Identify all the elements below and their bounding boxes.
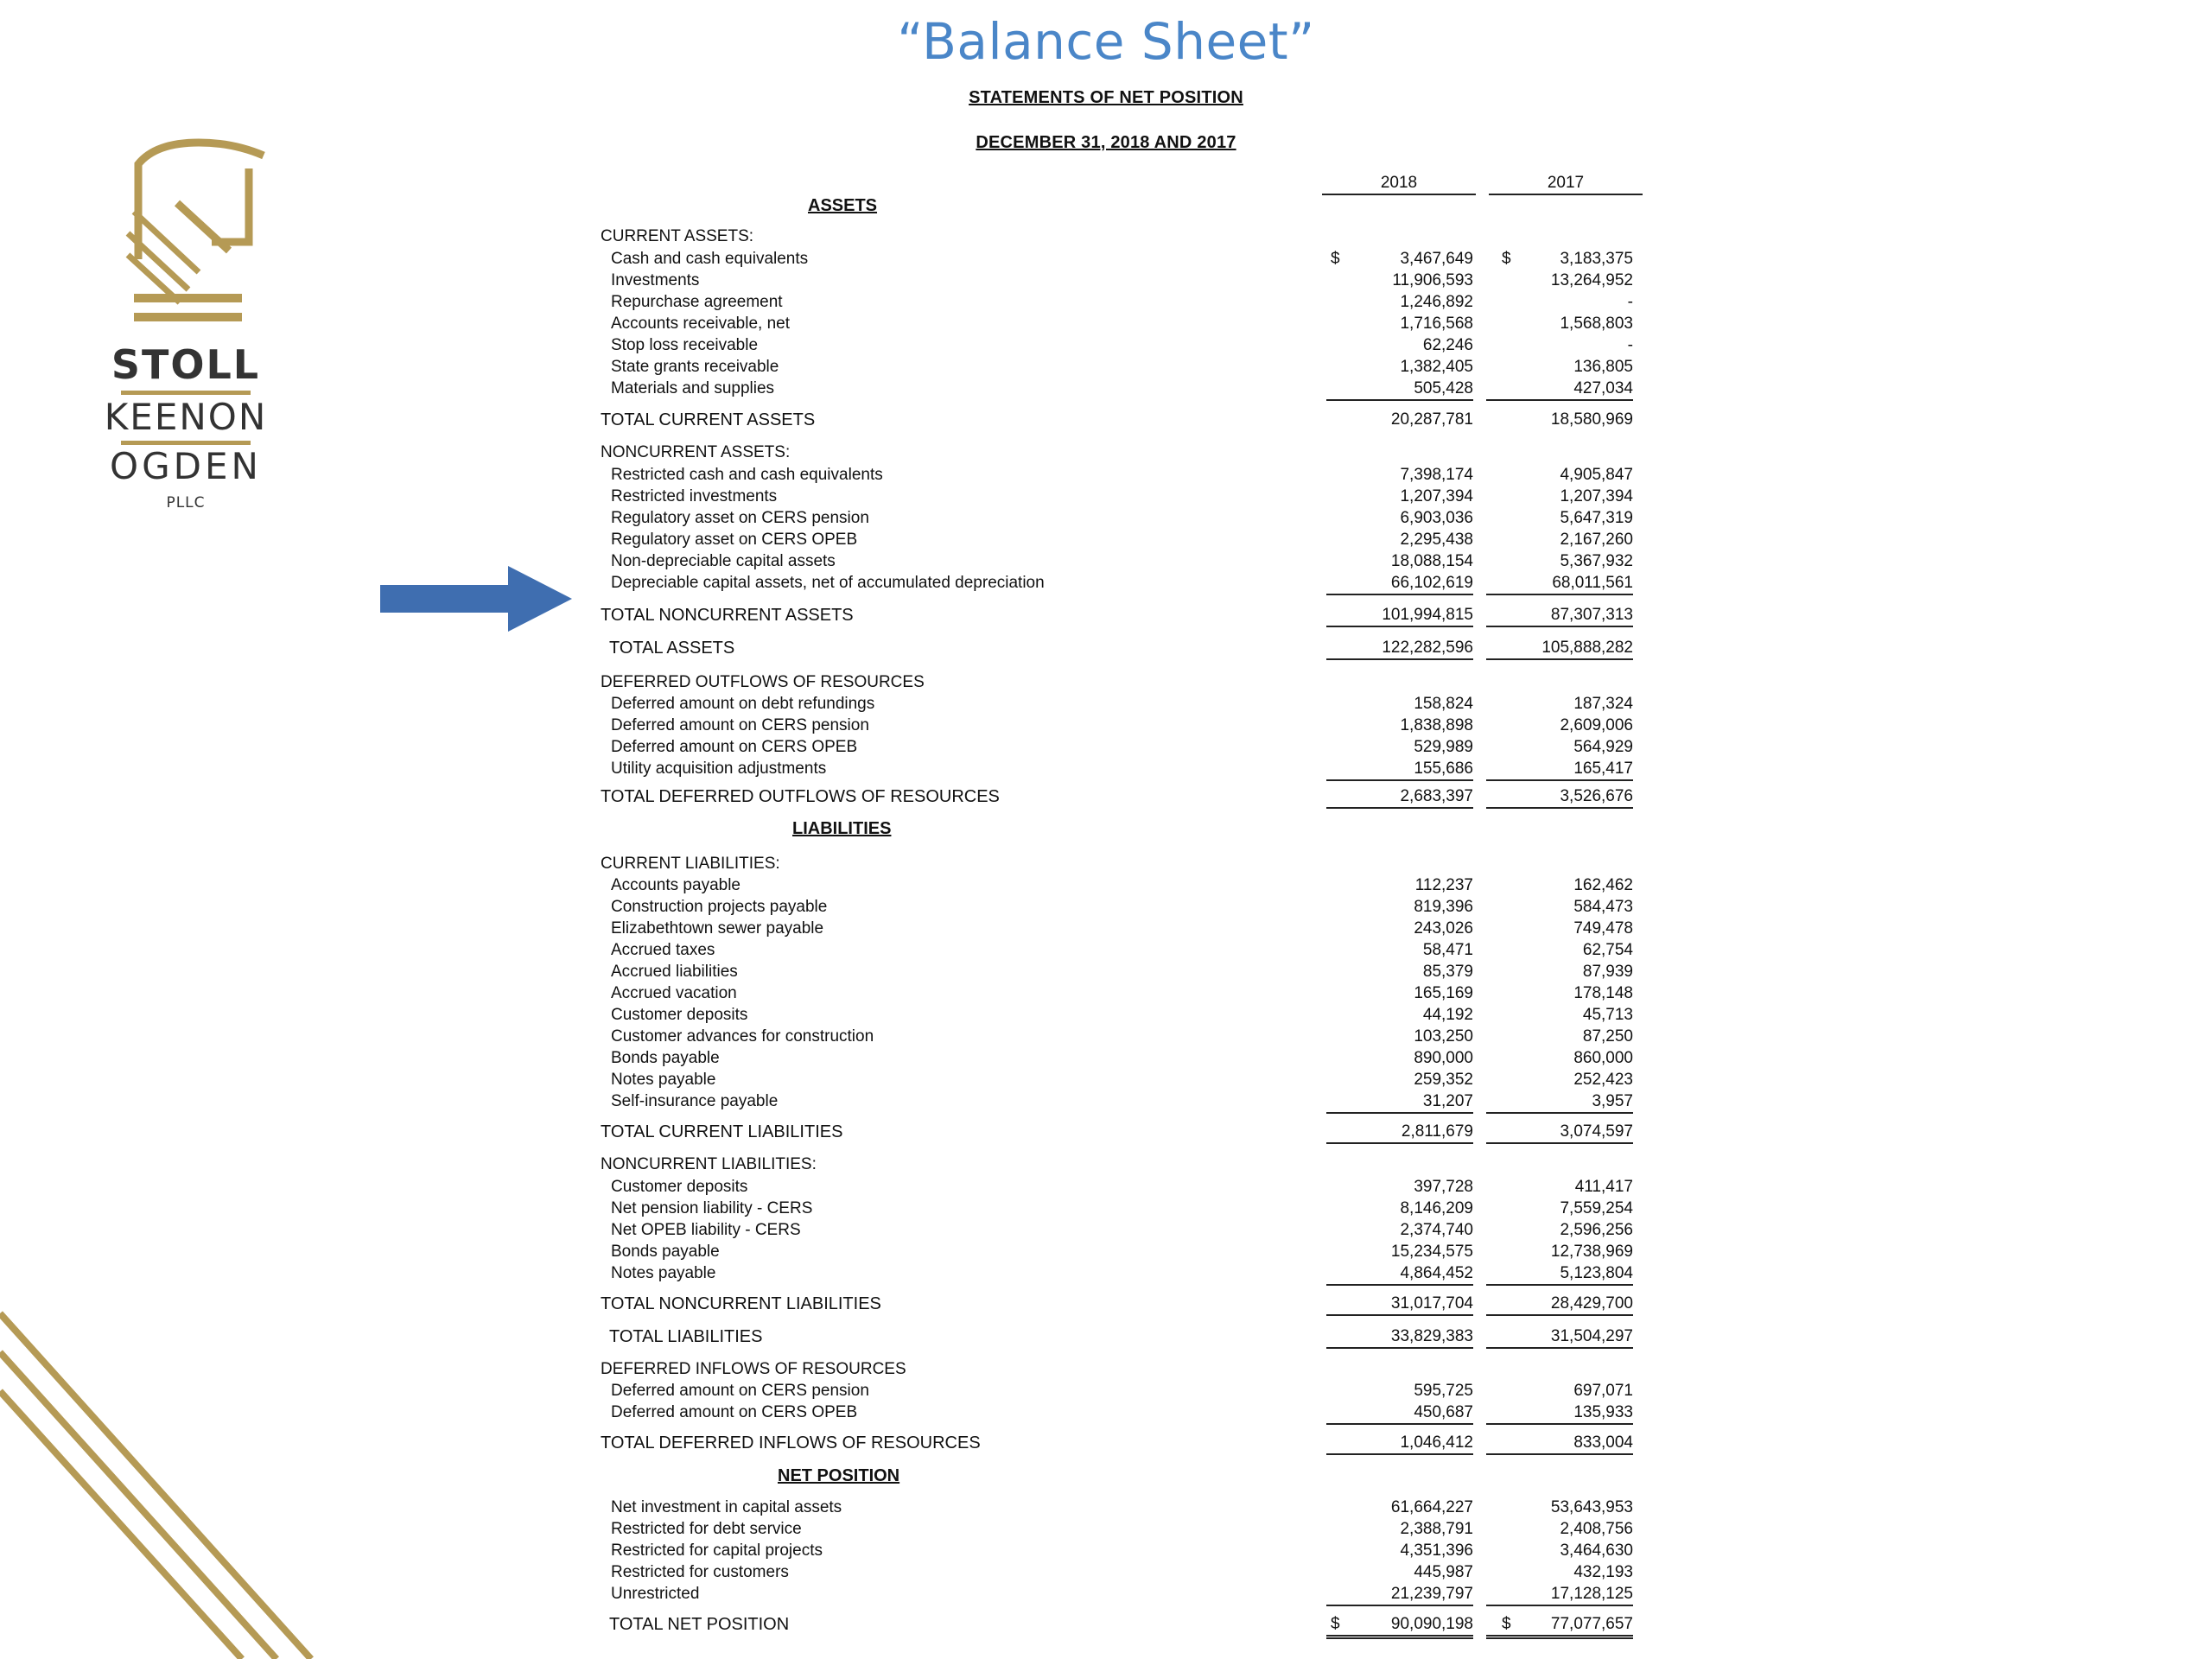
value-2017: 5,367,932 bbox=[1560, 552, 1633, 570]
value-2017: 45,713 bbox=[1582, 1006, 1633, 1024]
value-2018: 7,398,174 bbox=[1400, 466, 1473, 484]
statement-row bbox=[0, 314, 2212, 334]
value-2018: 2,374,740 bbox=[1400, 1221, 1473, 1239]
row-label: Restricted for debt service bbox=[611, 1520, 802, 1538]
value-2017: 3,074,597 bbox=[1486, 1122, 1633, 1144]
row-label: Net investment in capital assets bbox=[611, 1498, 842, 1516]
statement-row bbox=[0, 1541, 2212, 1561]
row-label: TOTAL NONCURRENT LIABILITIES bbox=[601, 1294, 881, 1313]
value-2018: 58,471 bbox=[1422, 941, 1473, 959]
statement-row bbox=[0, 357, 2212, 378]
statement-row bbox=[0, 1048, 2212, 1069]
value-2017: 427,034 bbox=[1486, 378, 1633, 401]
row-label: Utility acquisition adjustments bbox=[611, 760, 827, 778]
value-2018: 529,989 bbox=[1414, 738, 1473, 756]
value-2018: 61,664,227 bbox=[1390, 1498, 1473, 1516]
value-2018: 31,207 bbox=[1326, 1091, 1473, 1114]
value-2018: 101,994,815 bbox=[1326, 605, 1473, 627]
value-2018: 158,824 bbox=[1414, 695, 1473, 713]
row-label: Deferred amount on debt refundings bbox=[611, 695, 875, 713]
row-label: Deferred amount on CERS pension bbox=[611, 716, 869, 734]
row-label: Customer deposits bbox=[611, 1006, 748, 1024]
value-2017: 3,464,630 bbox=[1560, 1541, 1633, 1560]
value-2017: 432,193 bbox=[1573, 1563, 1633, 1581]
row-label: Restricted for capital projects bbox=[611, 1541, 823, 1560]
row-label: Accrued liabilities bbox=[611, 963, 738, 981]
value-2018: 18,088,154 bbox=[1390, 552, 1473, 570]
logo-word-pllc: PLLC bbox=[166, 494, 206, 512]
value-2017: 162,462 bbox=[1573, 876, 1633, 894]
value-2018: 445,987 bbox=[1414, 1563, 1473, 1581]
row-label: Deferred amount on CERS OPEB bbox=[611, 738, 858, 756]
statement-row bbox=[0, 1263, 2212, 1284]
value-2018: 11,906,593 bbox=[1392, 271, 1473, 289]
logo-word-stoll: STOLL bbox=[111, 341, 261, 388]
value-2017: 178,148 bbox=[1573, 984, 1633, 1002]
value-2017: 3,183,375 bbox=[1560, 250, 1633, 268]
statement-row bbox=[0, 465, 2212, 486]
row-label: Accrued vacation bbox=[611, 984, 737, 1002]
statement-row bbox=[0, 1070, 2212, 1090]
statement-row bbox=[0, 605, 2212, 626]
value-2017: 53,643,953 bbox=[1550, 1498, 1633, 1516]
statement-row bbox=[0, 1220, 2212, 1241]
row-label: TOTAL DEFERRED OUTFLOWS OF RESOURCES bbox=[601, 787, 1000, 806]
row-label: Repurchase agreement bbox=[611, 293, 783, 311]
value-2017: 2,596,256 bbox=[1560, 1221, 1633, 1239]
column-header-2017: 2017 bbox=[1489, 173, 1643, 195]
dollar-sign: $ bbox=[1502, 250, 1511, 268]
row-label: TOTAL DEFERRED INFLOWS OF RESOURCES bbox=[601, 1433, 981, 1452]
statement-row bbox=[0, 1326, 2212, 1347]
statement-row bbox=[0, 1154, 2212, 1175]
value-2018: 8,146,209 bbox=[1400, 1199, 1473, 1217]
dollar-sign: $ bbox=[1331, 250, 1340, 268]
value-2018: 85,379 bbox=[1422, 963, 1473, 981]
value-2018: 20,287,781 bbox=[1390, 410, 1473, 429]
value-2017: 13,264,952 bbox=[1550, 271, 1633, 289]
row-label: NONCURRENT ASSETS: bbox=[601, 443, 791, 461]
value-2017: 2,408,756 bbox=[1560, 1520, 1633, 1538]
row-label: Investments bbox=[611, 271, 700, 289]
statement-row bbox=[0, 1294, 2212, 1314]
value-2017: 87,307,313 bbox=[1486, 605, 1633, 627]
value-2017: 584,473 bbox=[1573, 898, 1633, 916]
value-2018: 66,102,619 bbox=[1326, 573, 1473, 595]
statement-row bbox=[0, 1027, 2212, 1047]
row-label: Restricted cash and cash equivalents bbox=[611, 466, 883, 484]
statement-row bbox=[0, 410, 2212, 430]
value-2018: 819,396 bbox=[1414, 898, 1473, 916]
value-2017: 18,580,969 bbox=[1550, 410, 1633, 429]
value-2017: 564,929 bbox=[1573, 738, 1633, 756]
statement-row bbox=[0, 1198, 2212, 1219]
statement-row bbox=[0, 573, 2212, 594]
statement-row bbox=[0, 1005, 2212, 1026]
value-2018: 15,234,575 bbox=[1390, 1243, 1473, 1261]
value-2017: 165,417 bbox=[1486, 759, 1633, 781]
row-label: Deferred amount on CERS pension bbox=[611, 1382, 869, 1400]
value-2017: 68,011,561 bbox=[1486, 573, 1633, 595]
row-label: Customer deposits bbox=[611, 1178, 748, 1196]
statement-row bbox=[0, 1359, 2212, 1380]
row-label: Accounts receivable, net bbox=[611, 315, 791, 333]
row-label: Regulatory asset on CERS OPEB bbox=[611, 531, 858, 549]
statement-row bbox=[0, 983, 2212, 1004]
statement-row bbox=[0, 292, 2212, 313]
row-label: Elizabethtown sewer payable bbox=[611, 919, 824, 938]
statement-row bbox=[0, 1519, 2212, 1540]
value-2017: 860,000 bbox=[1573, 1049, 1633, 1067]
value-2017: 5,647,319 bbox=[1560, 509, 1633, 527]
section-title-liabilities: LIABILITIES bbox=[792, 819, 892, 838]
row-label: Notes payable bbox=[611, 1264, 716, 1282]
statement-row bbox=[0, 1381, 2212, 1402]
value-2017: 7,559,254 bbox=[1560, 1199, 1633, 1217]
statement-row bbox=[0, 335, 2212, 356]
statement-row bbox=[0, 1242, 2212, 1262]
statement-row bbox=[0, 737, 2212, 758]
row-label: Restricted investments bbox=[611, 487, 778, 505]
column-header-2018: 2018 bbox=[1322, 173, 1476, 195]
value-2017: - bbox=[1627, 293, 1633, 311]
value-2018: 4,351,396 bbox=[1400, 1541, 1473, 1560]
statement-row bbox=[0, 854, 2212, 874]
statement-row bbox=[0, 672, 2212, 693]
row-label: Accounts payable bbox=[611, 876, 741, 894]
value-2017: 2,609,006 bbox=[1560, 716, 1633, 734]
value-2018: 1,716,568 bbox=[1400, 315, 1473, 333]
value-2018: 397,728 bbox=[1414, 1178, 1473, 1196]
value-2018: 2,683,397 bbox=[1326, 786, 1473, 809]
value-2018: 31,017,704 bbox=[1326, 1294, 1473, 1316]
statement-row bbox=[0, 442, 2212, 463]
statement-row bbox=[0, 551, 2212, 572]
logo-word-ogden: OGDEN bbox=[110, 445, 262, 487]
value-2018: 155,686 bbox=[1326, 759, 1473, 781]
value-2017: 4,905,847 bbox=[1560, 466, 1633, 484]
value-2018: 6,903,036 bbox=[1400, 509, 1473, 527]
section-title-net-position: NET POSITION bbox=[778, 1466, 900, 1485]
value-2017: 28,429,700 bbox=[1486, 1294, 1633, 1316]
row-label: TOTAL ASSETS bbox=[609, 639, 735, 658]
statement-row bbox=[0, 1433, 2212, 1453]
value-2017: 411,417 bbox=[1574, 1178, 1633, 1196]
row-label: Unrestricted bbox=[611, 1585, 700, 1603]
value-2018: 90,090,198 bbox=[1326, 1614, 1473, 1639]
value-2017: 1,207,394 bbox=[1560, 487, 1633, 505]
statement-row bbox=[0, 1614, 2212, 1635]
value-2017: 2,167,260 bbox=[1560, 531, 1633, 549]
value-2018: 259,352 bbox=[1414, 1071, 1473, 1089]
row-label: Regulatory asset on CERS pension bbox=[611, 509, 869, 527]
value-2017: 62,754 bbox=[1582, 941, 1633, 959]
statement-row bbox=[0, 1122, 2212, 1142]
value-2017: 87,939 bbox=[1582, 963, 1633, 981]
section-title-assets: ASSETS bbox=[808, 196, 878, 215]
row-label: Deferred amount on CERS OPEB bbox=[611, 1403, 858, 1421]
row-label: Materials and supplies bbox=[611, 379, 775, 397]
value-2017: 77,077,657 bbox=[1486, 1614, 1633, 1639]
row-label: NONCURRENT LIABILITIES: bbox=[601, 1155, 817, 1173]
row-label: TOTAL NET POSITION bbox=[609, 1615, 790, 1634]
value-2018: 243,026 bbox=[1414, 919, 1473, 938]
row-label: Stop loss receivable bbox=[611, 336, 759, 354]
row-label: Net OPEB liability - CERS bbox=[611, 1221, 801, 1239]
row-label: Self-insurance payable bbox=[611, 1092, 779, 1110]
statement-row bbox=[0, 940, 2212, 961]
statement-row bbox=[0, 786, 2212, 807]
value-2018: 1,207,394 bbox=[1400, 487, 1473, 505]
value-2018: 1,246,892 bbox=[1400, 293, 1473, 311]
value-2018: 122,282,596 bbox=[1326, 638, 1473, 660]
statement-row bbox=[0, 875, 2212, 896]
value-2018: 1,382,405 bbox=[1400, 358, 1473, 376]
statement-row bbox=[0, 897, 2212, 918]
value-2017: 105,888,282 bbox=[1486, 638, 1633, 660]
value-2017: 252,423 bbox=[1573, 1071, 1633, 1089]
value-2018: 62,246 bbox=[1422, 336, 1473, 354]
row-label: Restricted for customers bbox=[611, 1563, 789, 1581]
value-2018: 3,467,649 bbox=[1400, 250, 1473, 268]
row-label: Depreciable capital assets, net of accumulated depreciation bbox=[611, 574, 1045, 592]
statement-row bbox=[0, 918, 2212, 939]
value-2017: 697,071 bbox=[1573, 1382, 1633, 1400]
row-label: Customer advances for construction bbox=[611, 1027, 874, 1046]
row-label: State grants receivable bbox=[611, 358, 779, 376]
row-label: TOTAL CURRENT ASSETS bbox=[601, 410, 816, 429]
statement-row bbox=[0, 1177, 2212, 1198]
statement-row bbox=[0, 694, 2212, 715]
row-label: Construction projects payable bbox=[611, 898, 828, 916]
value-2017: 749,478 bbox=[1573, 919, 1633, 938]
row-label: DEFERRED INFLOWS OF RESOURCES bbox=[601, 1360, 906, 1378]
value-2017: - bbox=[1627, 336, 1633, 354]
value-2017: 833,004 bbox=[1486, 1433, 1633, 1455]
row-label: TOTAL LIABILITIES bbox=[609, 1327, 763, 1346]
value-2018: 44,192 bbox=[1422, 1006, 1473, 1024]
row-label: Non-depreciable capital assets bbox=[611, 552, 836, 570]
value-2017: 3,957 bbox=[1486, 1091, 1633, 1114]
dollar-sign: $ bbox=[1331, 1615, 1340, 1633]
statement-row bbox=[0, 249, 2212, 270]
value-2017: 187,324 bbox=[1573, 695, 1633, 713]
statement-row bbox=[0, 486, 2212, 507]
statement-row bbox=[0, 1091, 2212, 1112]
statement-row bbox=[0, 638, 2212, 658]
value-2018: 890,000 bbox=[1414, 1049, 1473, 1067]
statement-row bbox=[0, 1584, 2212, 1605]
row-label: TOTAL CURRENT LIABILITIES bbox=[601, 1122, 843, 1141]
statement-row bbox=[0, 759, 2212, 779]
row-label: CURRENT LIABILITIES: bbox=[601, 855, 780, 873]
value-2018: 1,046,412 bbox=[1326, 1433, 1473, 1455]
row-label: DEFERRED OUTFLOWS OF RESOURCES bbox=[601, 673, 925, 691]
statement-row bbox=[0, 378, 2212, 399]
value-2018: 4,864,452 bbox=[1326, 1263, 1473, 1286]
value-2017: 17,128,125 bbox=[1486, 1584, 1633, 1606]
value-2018: 505,428 bbox=[1326, 378, 1473, 401]
value-2018: 165,169 bbox=[1414, 984, 1473, 1002]
value-2017: 31,504,297 bbox=[1486, 1326, 1633, 1349]
row-label: Cash and cash equivalents bbox=[611, 250, 809, 268]
value-2017: 87,250 bbox=[1582, 1027, 1633, 1046]
statement-row bbox=[0, 226, 2212, 247]
value-2017: 5,123,804 bbox=[1486, 1263, 1633, 1286]
value-2018: 103,250 bbox=[1414, 1027, 1473, 1046]
slide-title: “Balance Sheet” bbox=[897, 12, 1315, 71]
statement-row bbox=[0, 270, 2212, 291]
value-2018: 112,237 bbox=[1414, 876, 1473, 894]
statement-row bbox=[0, 715, 2212, 736]
value-2018: 33,829,383 bbox=[1326, 1326, 1473, 1349]
value-2018: 2,811,679 bbox=[1326, 1122, 1473, 1144]
value-2017: 136,805 bbox=[1573, 358, 1633, 376]
statement-row bbox=[0, 530, 2212, 550]
statement-row bbox=[0, 962, 2212, 982]
statement-date: DECEMBER 31, 2018 AND 2017 bbox=[976, 133, 1236, 152]
value-2018: 595,725 bbox=[1414, 1382, 1473, 1400]
value-2018: 450,687 bbox=[1326, 1402, 1473, 1425]
value-2018: 21,239,797 bbox=[1326, 1584, 1473, 1606]
statement-row bbox=[0, 1402, 2212, 1423]
row-label: Bonds payable bbox=[611, 1243, 720, 1261]
value-2017: 135,933 bbox=[1486, 1402, 1633, 1425]
value-2017: 12,738,969 bbox=[1550, 1243, 1633, 1261]
dollar-sign: $ bbox=[1502, 1615, 1511, 1633]
statement-row bbox=[0, 1497, 2212, 1518]
row-label: TOTAL NONCURRENT ASSETS bbox=[601, 606, 854, 625]
statement-row bbox=[0, 508, 2212, 529]
value-2017: 3,526,676 bbox=[1486, 786, 1633, 809]
statement-title: STATEMENTS OF NET POSITION bbox=[969, 88, 1243, 107]
value-2018: 2,388,791 bbox=[1400, 1520, 1473, 1538]
row-label: CURRENT ASSETS: bbox=[601, 227, 754, 245]
logo-word-keenon: KEENON bbox=[104, 396, 268, 438]
value-2018: 2,295,438 bbox=[1400, 531, 1473, 549]
row-label: Bonds payable bbox=[611, 1049, 720, 1067]
statement-row bbox=[0, 1562, 2212, 1583]
value-2017: 1,568,803 bbox=[1560, 315, 1633, 333]
value-2018: 1,838,898 bbox=[1400, 716, 1473, 734]
row-label: Net pension liability - CERS bbox=[611, 1199, 813, 1217]
row-label: Notes payable bbox=[611, 1071, 716, 1089]
row-label: Accrued taxes bbox=[611, 941, 715, 959]
